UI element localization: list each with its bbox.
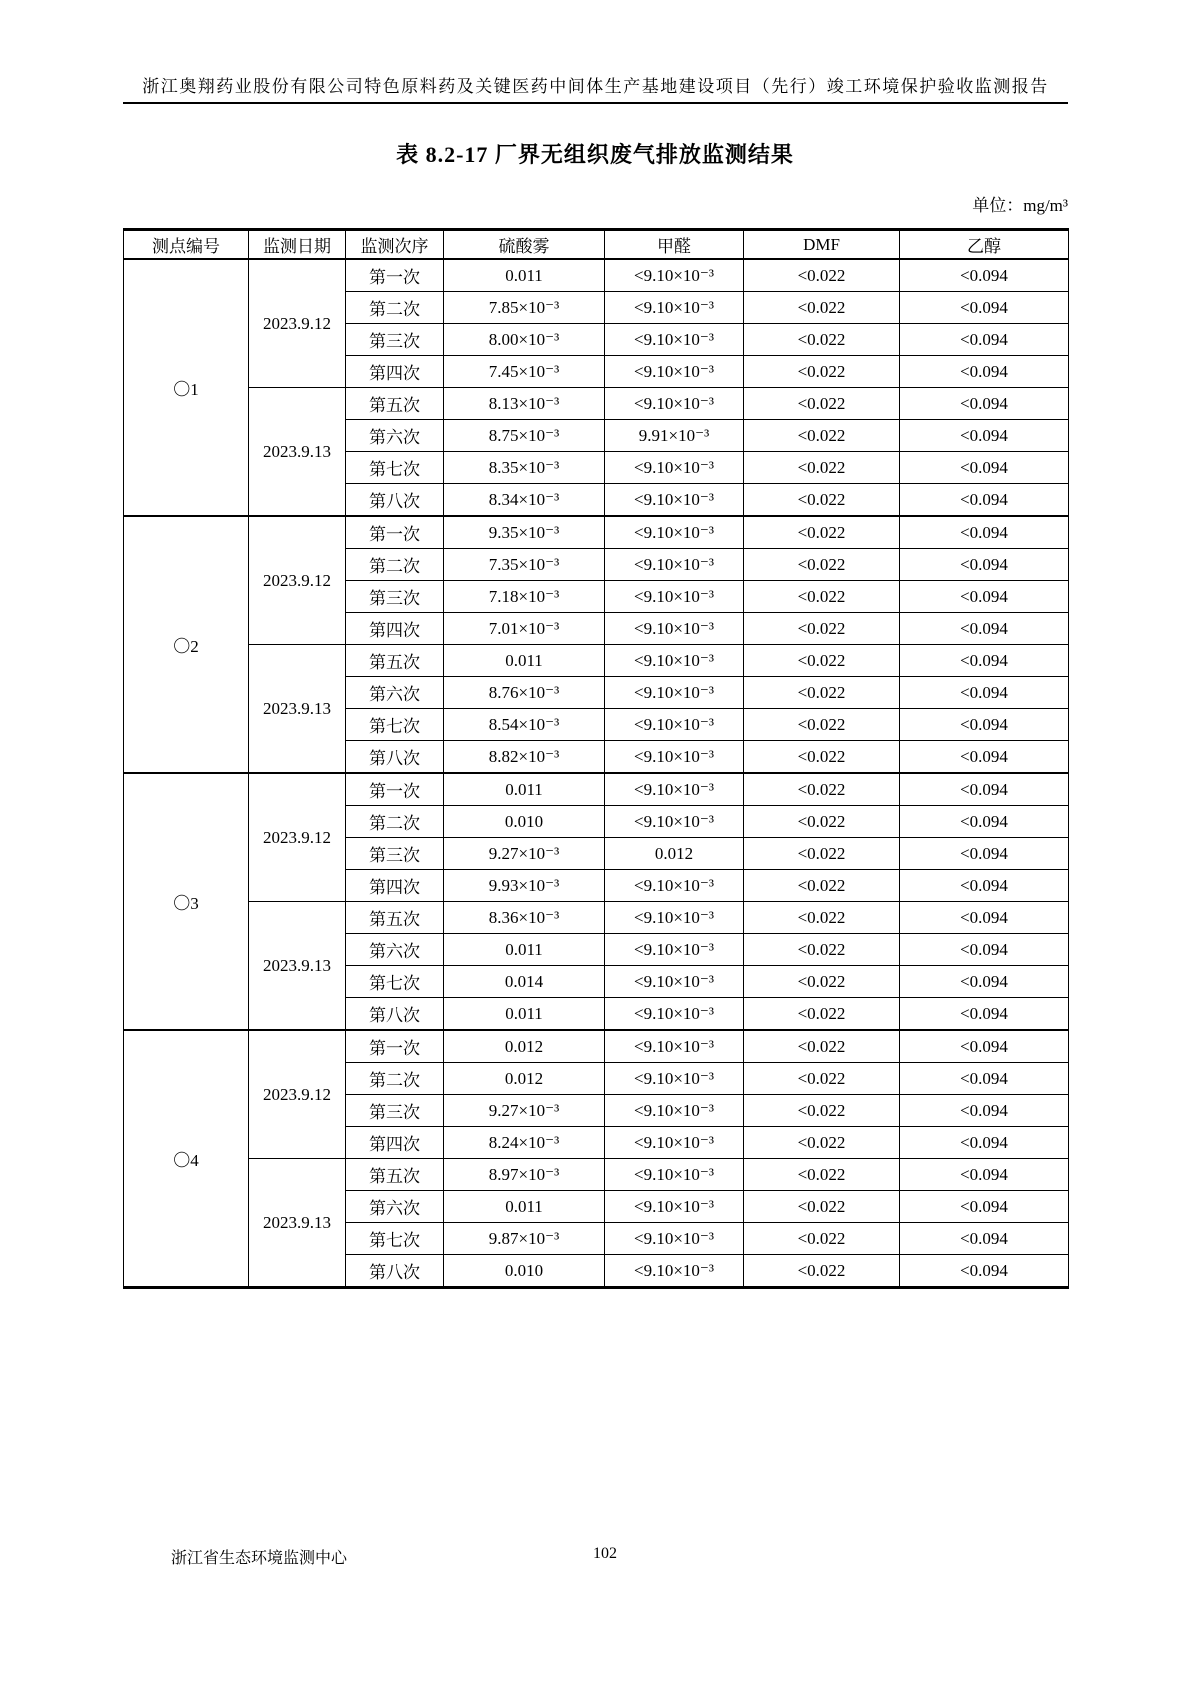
ethanol-value: <0.094 xyxy=(900,516,1069,549)
ethanol-value: <0.094 xyxy=(900,1063,1069,1095)
ethanol-value: <0.094 xyxy=(900,581,1069,613)
ethanol-value: <0.094 xyxy=(900,934,1069,966)
sequence-cell: 第三次 xyxy=(346,324,444,356)
formaldehyde-value: <9.10×10⁻³ xyxy=(605,1063,744,1095)
sequence-cell: 第四次 xyxy=(346,613,444,645)
sequence-cell: 第七次 xyxy=(346,1223,444,1255)
monitoring-date-cell: 2023.9.12 xyxy=(249,773,346,902)
ethanol-value: <0.094 xyxy=(900,1191,1069,1223)
formaldehyde-value: <9.10×10⁻³ xyxy=(605,1223,744,1255)
formaldehyde-value: <9.10×10⁻³ xyxy=(605,1095,744,1127)
dmf-value: <0.022 xyxy=(744,966,900,998)
monitoring-date-cell: 2023.9.12 xyxy=(249,516,346,645)
dmf-value: <0.022 xyxy=(744,1191,900,1223)
dmf-value: <0.022 xyxy=(744,870,900,902)
monitoring-point-cell: 〇2 xyxy=(124,516,249,773)
table-row xyxy=(124,773,1069,806)
formaldehyde-value: <9.10×10⁻³ xyxy=(605,1191,744,1223)
sulfuric-acid-mist-value: 8.75×10⁻³ xyxy=(444,420,605,452)
document-header-text: 浙江奥翔药业股份有限公司特色原料药及关键医药中间体生产基地建设项目（先行）竣工环境保护验收监测报告 xyxy=(142,77,1049,96)
sequence-cell: 第三次 xyxy=(346,1095,444,1127)
footer-page-number: 102 xyxy=(593,1545,617,1562)
table-row xyxy=(124,388,1069,420)
sequence-cell: 第一次 xyxy=(346,516,444,549)
ethanol-value: <0.094 xyxy=(900,484,1069,517)
col-header-ethanol: 乙醇 xyxy=(900,230,1069,260)
sulfuric-acid-mist-value: 8.24×10⁻³ xyxy=(444,1127,605,1159)
sequence-cell: 第四次 xyxy=(346,870,444,902)
formaldehyde-value: <9.10×10⁻³ xyxy=(605,356,744,388)
sequence-cell: 第二次 xyxy=(346,806,444,838)
ethanol-value: <0.094 xyxy=(900,1223,1069,1255)
ethanol-value: <0.094 xyxy=(900,613,1069,645)
dmf-value: <0.022 xyxy=(744,934,900,966)
dmf-value: <0.022 xyxy=(744,902,900,934)
dmf-value: <0.022 xyxy=(744,1223,900,1255)
sulfuric-acid-mist-value: 0.012 xyxy=(444,1063,605,1095)
table-header-row xyxy=(124,230,1069,260)
formaldehyde-value: <9.10×10⁻³ xyxy=(605,741,744,774)
sequence-cell: 第七次 xyxy=(346,709,444,741)
formaldehyde-value: <9.10×10⁻³ xyxy=(605,1255,744,1288)
sulfuric-acid-mist-value: 8.36×10⁻³ xyxy=(444,902,605,934)
monitoring-table-body xyxy=(124,259,1069,1288)
ethanol-value: <0.094 xyxy=(900,806,1069,838)
monitoring-date-cell: 2023.9.13 xyxy=(249,645,346,774)
sulfuric-acid-mist-value: 9.27×10⁻³ xyxy=(444,838,605,870)
sulfuric-acid-mist-value: 8.82×10⁻³ xyxy=(444,741,605,774)
sulfuric-acid-mist-value: 0.011 xyxy=(444,998,605,1031)
sequence-cell: 第四次 xyxy=(346,1127,444,1159)
sequence-cell: 第三次 xyxy=(346,581,444,613)
sulfuric-acid-mist-value: 0.011 xyxy=(444,645,605,677)
dmf-value: <0.022 xyxy=(744,1255,900,1288)
dmf-value: <0.022 xyxy=(744,806,900,838)
ethanol-value: <0.094 xyxy=(900,1255,1069,1288)
dmf-value: <0.022 xyxy=(744,1127,900,1159)
dmf-value: <0.022 xyxy=(744,998,900,1031)
ethanol-value: <0.094 xyxy=(900,1030,1069,1063)
ethanol-value: <0.094 xyxy=(900,388,1069,420)
sulfuric-acid-mist-value: 9.93×10⁻³ xyxy=(444,870,605,902)
formaldehyde-value: <9.10×10⁻³ xyxy=(605,516,744,549)
sulfuric-acid-mist-value: 0.014 xyxy=(444,966,605,998)
ethanol-value: <0.094 xyxy=(900,259,1069,292)
ethanol-value: <0.094 xyxy=(900,677,1069,709)
sequence-cell: 第七次 xyxy=(346,966,444,998)
ethanol-value: <0.094 xyxy=(900,773,1069,806)
sequence-cell: 第二次 xyxy=(346,292,444,324)
sulfuric-acid-mist-value: 9.35×10⁻³ xyxy=(444,516,605,549)
header-divider xyxy=(123,102,1068,104)
monitoring-point-cell: 〇4 xyxy=(124,1030,249,1288)
formaldehyde-value: <9.10×10⁻³ xyxy=(605,1030,744,1063)
sulfuric-acid-mist-value: 8.00×10⁻³ xyxy=(444,324,605,356)
sequence-cell: 第七次 xyxy=(346,452,444,484)
sequence-cell: 第四次 xyxy=(346,356,444,388)
formaldehyde-value: <9.10×10⁻³ xyxy=(605,484,744,517)
dmf-value: <0.022 xyxy=(744,549,900,581)
sequence-cell: 第八次 xyxy=(346,1255,444,1288)
sequence-cell: 第五次 xyxy=(346,388,444,420)
ethanol-value: <0.094 xyxy=(900,1159,1069,1191)
col-header-formaldehyde: 甲醛 xyxy=(605,230,744,260)
dmf-value: <0.022 xyxy=(744,838,900,870)
ethanol-value: <0.094 xyxy=(900,645,1069,677)
sequence-cell: 第一次 xyxy=(346,1030,444,1063)
sequence-cell: 第六次 xyxy=(346,1191,444,1223)
sulfuric-acid-mist-value: 9.27×10⁻³ xyxy=(444,1095,605,1127)
dmf-value: <0.022 xyxy=(744,516,900,549)
sulfuric-acid-mist-value: 0.010 xyxy=(444,1255,605,1288)
sequence-cell: 第六次 xyxy=(346,420,444,452)
sequence-cell: 第三次 xyxy=(346,838,444,870)
ethanol-value: <0.094 xyxy=(900,870,1069,902)
ethanol-value: <0.094 xyxy=(900,549,1069,581)
dmf-value: <0.022 xyxy=(744,773,900,806)
sulfuric-acid-mist-value: 9.87×10⁻³ xyxy=(444,1223,605,1255)
ethanol-value: <0.094 xyxy=(900,998,1069,1031)
ethanol-value: <0.094 xyxy=(900,292,1069,324)
sequence-cell: 第八次 xyxy=(346,484,444,517)
sulfuric-acid-mist-value: 8.35×10⁻³ xyxy=(444,452,605,484)
monitoring-date-cell: 2023.9.13 xyxy=(249,388,346,517)
sequence-cell: 第八次 xyxy=(346,741,444,774)
sulfuric-acid-mist-value: 7.35×10⁻³ xyxy=(444,549,605,581)
sulfuric-acid-mist-value: 0.011 xyxy=(444,934,605,966)
formaldehyde-value: <9.10×10⁻³ xyxy=(605,581,744,613)
ethanol-value: <0.094 xyxy=(900,452,1069,484)
formaldehyde-value: 9.91×10⁻³ xyxy=(605,420,744,452)
sequence-cell: 第二次 xyxy=(346,1063,444,1095)
dmf-value: <0.022 xyxy=(744,581,900,613)
table-row xyxy=(124,516,1069,549)
sulfuric-acid-mist-value: 0.011 xyxy=(444,773,605,806)
sulfuric-acid-mist-value: 7.85×10⁻³ xyxy=(444,292,605,324)
dmf-value: <0.022 xyxy=(744,388,900,420)
formaldehyde-value: <9.10×10⁻³ xyxy=(605,549,744,581)
col-header-sulfuric-acid-mist: 硫酸雾 xyxy=(444,230,605,260)
ethanol-value: <0.094 xyxy=(900,902,1069,934)
dmf-value: <0.022 xyxy=(744,484,900,517)
table-row xyxy=(124,645,1069,677)
table-row xyxy=(124,1159,1069,1191)
formaldehyde-value: <9.10×10⁻³ xyxy=(605,388,744,420)
sequence-cell: 第五次 xyxy=(346,902,444,934)
monitoring-date-cell: 2023.9.12 xyxy=(249,1030,346,1159)
sulfuric-acid-mist-value: 0.011 xyxy=(444,259,605,292)
ethanol-value: <0.094 xyxy=(900,709,1069,741)
table-row xyxy=(124,259,1069,292)
sulfuric-acid-mist-value: 8.13×10⁻³ xyxy=(444,388,605,420)
formaldehyde-value: <9.10×10⁻³ xyxy=(605,773,744,806)
formaldehyde-value: 0.012 xyxy=(605,838,744,870)
sequence-cell: 第八次 xyxy=(346,998,444,1031)
formaldehyde-value: <9.10×10⁻³ xyxy=(605,1127,744,1159)
dmf-value: <0.022 xyxy=(744,1030,900,1063)
dmf-value: <0.022 xyxy=(744,1095,900,1127)
table-row xyxy=(124,902,1069,934)
sulfuric-acid-mist-value: 8.34×10⁻³ xyxy=(444,484,605,517)
sequence-cell: 第五次 xyxy=(346,1159,444,1191)
formaldehyde-value: <9.10×10⁻³ xyxy=(605,902,744,934)
sulfuric-acid-mist-value: 8.54×10⁻³ xyxy=(444,709,605,741)
footer-organization: 浙江省生态环境监测中心 xyxy=(171,1550,348,1567)
sequence-cell: 第五次 xyxy=(346,645,444,677)
unit-label: 单位：mg/m³ xyxy=(972,196,1068,215)
dmf-value: <0.022 xyxy=(744,709,900,741)
formaldehyde-value: <9.10×10⁻³ xyxy=(605,677,744,709)
dmf-value: <0.022 xyxy=(744,1063,900,1095)
sequence-cell: 第一次 xyxy=(346,773,444,806)
formaldehyde-value: <9.10×10⁻³ xyxy=(605,998,744,1031)
dmf-value: <0.022 xyxy=(744,741,900,774)
formaldehyde-value: <9.10×10⁻³ xyxy=(605,934,744,966)
dmf-value: <0.022 xyxy=(744,292,900,324)
col-header-sequence: 监测次序 xyxy=(346,230,444,260)
formaldehyde-value: <9.10×10⁻³ xyxy=(605,709,744,741)
ethanol-value: <0.094 xyxy=(900,838,1069,870)
col-header-dmf: DMF xyxy=(744,230,900,260)
monitoring-date-cell: 2023.9.12 xyxy=(249,259,346,388)
monitoring-date-cell: 2023.9.13 xyxy=(249,1159,346,1288)
monitoring-point-cell: 〇3 xyxy=(124,773,249,1030)
ethanol-value: <0.094 xyxy=(900,1095,1069,1127)
monitoring-date-cell: 2023.9.13 xyxy=(249,902,346,1031)
col-header-date: 监测日期 xyxy=(249,230,346,260)
ethanol-value: <0.094 xyxy=(900,324,1069,356)
sulfuric-acid-mist-value: 7.01×10⁻³ xyxy=(444,613,605,645)
sulfuric-acid-mist-value: 0.010 xyxy=(444,806,605,838)
ethanol-value: <0.094 xyxy=(900,966,1069,998)
ethanol-value: <0.094 xyxy=(900,356,1069,388)
formaldehyde-value: <9.10×10⁻³ xyxy=(605,645,744,677)
dmf-value: <0.022 xyxy=(744,259,900,292)
ethanol-value: <0.094 xyxy=(900,420,1069,452)
table-row xyxy=(124,1030,1069,1063)
ethanol-value: <0.094 xyxy=(900,1127,1069,1159)
sulfuric-acid-mist-value: 8.76×10⁻³ xyxy=(444,677,605,709)
formaldehyde-value: <9.10×10⁻³ xyxy=(605,870,744,902)
dmf-value: <0.022 xyxy=(744,645,900,677)
dmf-value: <0.022 xyxy=(744,420,900,452)
sequence-cell: 第二次 xyxy=(346,549,444,581)
dmf-value: <0.022 xyxy=(744,677,900,709)
dmf-value: <0.022 xyxy=(744,613,900,645)
sulfuric-acid-mist-value: 7.18×10⁻³ xyxy=(444,581,605,613)
formaldehyde-value: <9.10×10⁻³ xyxy=(605,966,744,998)
dmf-value: <0.022 xyxy=(744,1159,900,1191)
sequence-cell: 第一次 xyxy=(346,259,444,292)
dmf-value: <0.022 xyxy=(744,356,900,388)
formaldehyde-value: <9.10×10⁻³ xyxy=(605,613,744,645)
sulfuric-acid-mist-value: 0.011 xyxy=(444,1191,605,1223)
sulfuric-acid-mist-value: 8.97×10⁻³ xyxy=(444,1159,605,1191)
formaldehyde-value: <9.10×10⁻³ xyxy=(605,1159,744,1191)
formaldehyde-value: <9.10×10⁻³ xyxy=(605,324,744,356)
table-title: 表 8.2-17 厂界无组织废气排放监测结果 xyxy=(396,142,794,167)
formaldehyde-value: <9.10×10⁻³ xyxy=(605,806,744,838)
formaldehyde-value: <9.10×10⁻³ xyxy=(605,292,744,324)
dmf-value: <0.022 xyxy=(744,324,900,356)
formaldehyde-value: <9.10×10⁻³ xyxy=(605,259,744,292)
ethanol-value: <0.094 xyxy=(900,741,1069,774)
col-header-point-id: 测点编号 xyxy=(124,230,249,260)
monitoring-results-table xyxy=(123,228,1069,1289)
sulfuric-acid-mist-value: 0.012 xyxy=(444,1030,605,1063)
sulfuric-acid-mist-value: 7.45×10⁻³ xyxy=(444,356,605,388)
sequence-cell: 第六次 xyxy=(346,934,444,966)
sequence-cell: 第六次 xyxy=(346,677,444,709)
formaldehyde-value: <9.10×10⁻³ xyxy=(605,452,744,484)
monitoring-point-cell: 〇1 xyxy=(124,259,249,516)
dmf-value: <0.022 xyxy=(744,452,900,484)
